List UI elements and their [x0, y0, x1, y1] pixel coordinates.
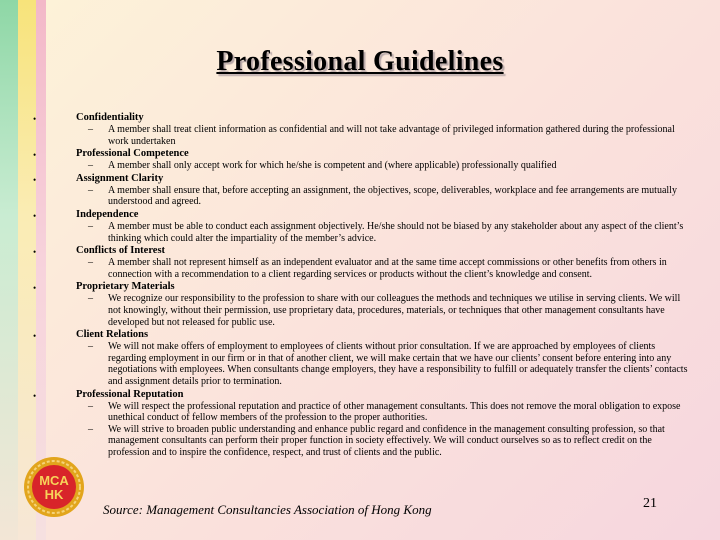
mca-hk-logo: [23, 456, 85, 518]
bullet-icon: •: [33, 247, 37, 258]
bullet-icon: •: [33, 210, 37, 221]
guideline-detail-text: A member shall not represent himself as an independent evaluator and at the same time accept commissions or other benefits from others in connection with a recommendation to a client regarding services or products without the client’s knowledge and consent.: [108, 257, 667, 280]
guideline-heading-text: Professional Competence: [76, 148, 189, 160]
dash-icon: –: [88, 257, 93, 269]
decorative-bar-green: [0, 0, 18, 540]
guideline-detail: [30, 257, 690, 280]
guideline-section: [30, 111, 690, 147]
guideline-heading-text: Professional Reputation: [76, 388, 184, 400]
logo-text-line1: MCA: [39, 473, 69, 488]
guideline-heading: [30, 328, 690, 341]
guideline-heading-text: Independence: [76, 208, 139, 220]
guideline-heading-text: Client Relations: [76, 329, 149, 341]
bullet-icon: •: [33, 114, 37, 124]
slide-title: Professional Guidelines: [216, 46, 504, 77]
guideline-detail: [30, 341, 690, 387]
guideline-detail: [30, 424, 690, 459]
guideline-detail: [30, 124, 690, 147]
guideline-section: [30, 147, 690, 172]
bullet-icon: •: [33, 390, 37, 401]
guideline-heading-text: Proprietary Materials: [76, 281, 175, 293]
bullet-icon: •: [33, 174, 37, 185]
guideline-detail-text: A member shall ensure that, before accepting an assignment, the objectives, scope, deliverables, workplace and fee arrangements are mutually understood and agreed.: [108, 184, 677, 208]
guideline-heading: [30, 147, 690, 160]
guideline-section: [30, 280, 690, 328]
logo-text-line2: HK: [44, 487, 64, 502]
guideline-detail-text: We will strive to broaden public understanding and enhance public regard and confidence in the management consulting profession, so that management consultants can perform their proper function in society effectively. We will conduct ourselves so as to reflect credit on the profession and to inspire the confidence, respect, and trust of clients and the public.: [108, 423, 665, 458]
guideline-detail: [30, 160, 690, 172]
guideline-heading: [30, 244, 690, 257]
guideline-detail-text: We will not make offers of employment to employees of clients without prior consultation. If we are approached by employees of clients regarding employment in our firm or in that of another client, we will make certain that we have our clients’ consent before entering into any negotiations with employees. When consultants change employers, they have a responsibility to fulfill or adequately transfer the clients’ contacts and assignment details prior to termination.: [108, 341, 688, 387]
guideline-heading: [30, 388, 690, 401]
dash-icon: –: [88, 423, 93, 435]
dash-icon: –: [88, 160, 93, 172]
guideline-detail: [30, 401, 690, 424]
dash-icon: –: [88, 400, 93, 412]
bullet-icon: •: [33, 331, 37, 342]
guideline-section: [30, 388, 690, 459]
guideline-detail-text: A member shall treat client information as confidential and will not take advantage of privileged information gathered during the professional work undertaken: [108, 124, 675, 147]
source-citation: Source: Management Consultancies Association of Hong Kong: [103, 502, 432, 517]
dash-icon: –: [88, 341, 93, 353]
dash-icon: –: [88, 220, 93, 232]
guideline-detail-text: A member must be able to conduct each assignment objectively. He/she should not be biased by any stakeholder about any aspect of the client’s thinking which could alter the impartiality of the member’s advice.: [108, 220, 684, 244]
guideline-heading: [30, 208, 690, 221]
dash-icon: –: [88, 124, 93, 135]
guideline-heading-text: Assignment Clarity: [76, 172, 164, 184]
guideline-detail: [30, 221, 690, 244]
guideline-detail-text: A member shall only accept work for which he/she is competent and (where applicable) professionally qualified: [108, 160, 557, 172]
dash-icon: –: [88, 184, 93, 196]
guideline-heading: [30, 280, 690, 293]
guideline-heading: [30, 111, 690, 124]
guideline-detail: [30, 293, 690, 328]
guideline-heading-text: Confidentiality: [76, 112, 144, 123]
guideline-detail-text: We will respect the professional reputation and practice of other management consultants. This does not remove the moral obligation to expose unethical conduct of fellow members of the profession to the proper authorities.: [108, 400, 681, 424]
guideline-detail-text: We recognize our responsibility to the profession to share with our colleagues the methods and techniques we utilise in serving clients. We will not knowingly, without their permission, use proprietary data, procedures, materials, or techniques that other management consultants have developed but not released for public use.: [108, 293, 681, 328]
guideline-list: [30, 111, 690, 458]
guideline-section: [30, 244, 690, 280]
guideline-detail: [30, 185, 690, 208]
guideline-section: [30, 328, 690, 387]
guideline-heading: [30, 172, 690, 185]
bullet-icon: •: [33, 150, 37, 161]
dash-icon: –: [88, 293, 93, 305]
page-number: 21: [643, 496, 657, 511]
guideline-section: [30, 172, 690, 208]
bullet-icon: •: [33, 283, 37, 294]
guideline-heading-text: Conflicts of Interest: [76, 245, 166, 257]
guideline-section: [30, 208, 690, 244]
